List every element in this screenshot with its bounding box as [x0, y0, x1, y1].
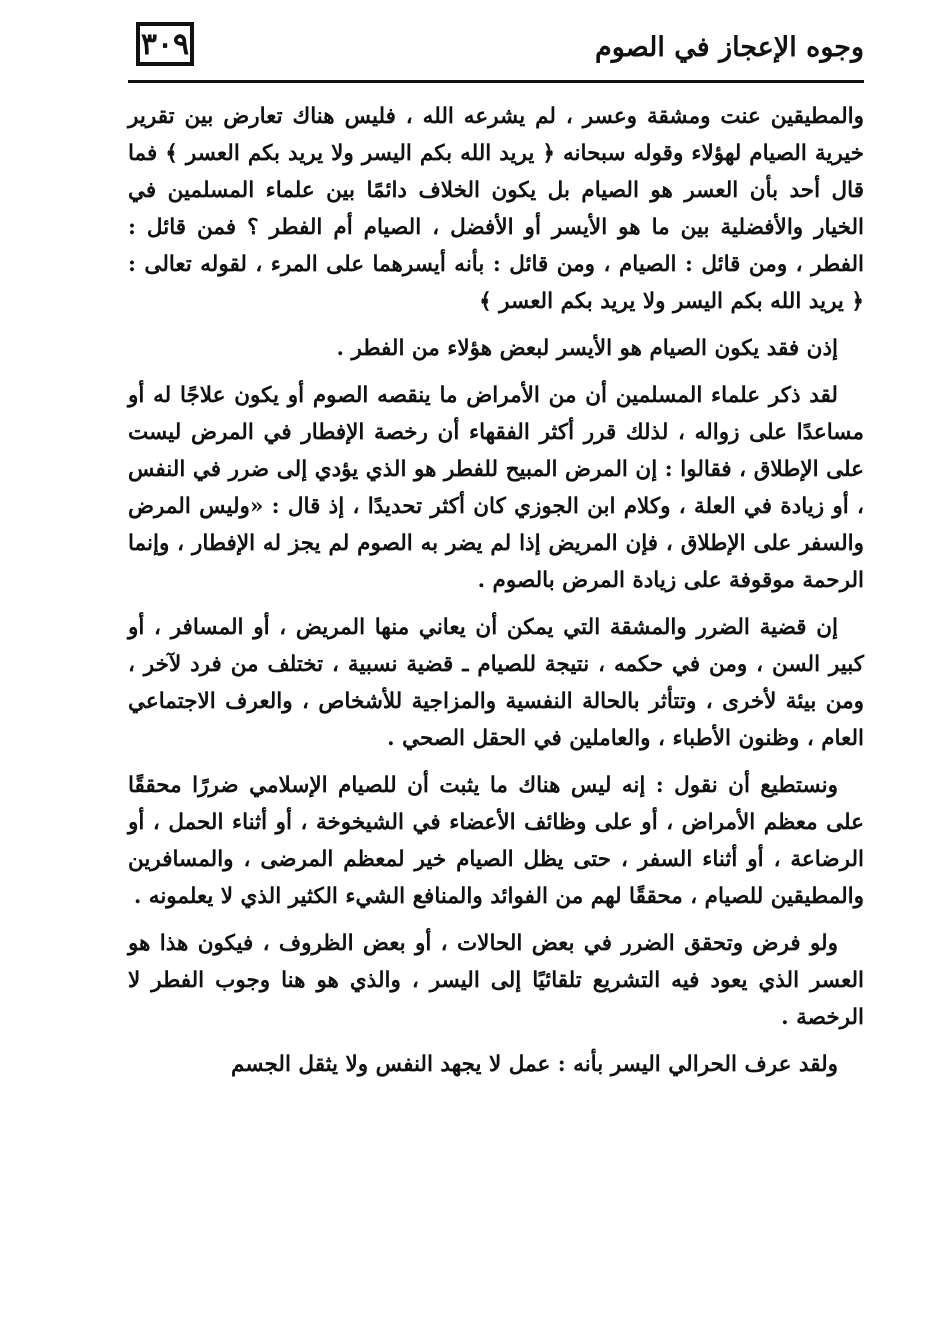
page-number: ٣٠٩ — [136, 22, 194, 66]
running-title: وجوه الإعجاز في الصوم — [595, 32, 864, 63]
paragraph-2: إذن فقد يكون الصيام هو الأيسر لبعض هؤلاء من الفطر . — [336, 336, 838, 361]
paragraph-6: ولو فرض وتحقق الضرر في بعض الحالات ، أو بعض الظروف ، فيكون هذا هو العسر الذي يعود فيه التشريع تلقائيًا إلى اليسر ، والذي هو هنا وجوب الفطر لا الرخصة . — [128, 931, 864, 1030]
paragraph-7: ولقد عرف الحرالي اليسر بأنه : عمل لا يجهد النفس ولا يثقل الجسم — [231, 1052, 838, 1077]
page-header — [128, 14, 864, 86]
body-text — [128, 98, 864, 1093]
paragraph-1: والمطيقين عنت ومشقة وعسر ، لم يشرعه الله ، فليس هناك تعارض بين تقرير خيرية الصيام لهؤلاء وقوله سبحانه ﴿ يريد الله بكم اليسر ولا يريد بكم العسر ﴾ فما قال أحد بأن العسر هو الصيام بل يكون الخلاف دائمًا بين علماء المسلمين في الخيار والأفضلية بين ما هو الأيسر أو الأفضل ، الصيام أم الفطر ؟ فمن قائل : الفطر ، ومن قائل : الصيام ، ومن قائل : بأنه أيسرهما على المرء ، لقوله تعالى : ﴿ يريد الله بكم اليسر ولا يريد بكم العسر ﴾ — [128, 104, 864, 314]
paragraph-5: ونستطيع أن نقول : إنه ليس هناك ما يثبت أن للصيام الإسلامي ضررًا محققًا على معظم الأمراض ، أو على وظائف الأعضاء في الشيخوخة ، أو أثناء الحمل ، أو الرضاعة ، أو أثناء السفر ، حتى يظل الصيام خير لمعظم المرضى ، والمسافرين والمطيقين للصيام ، محققًا لهم من الفوائد والمنافع الشيء الكثير الذي لا يعلمونه . — [128, 773, 864, 909]
paragraph-4: إن قضية الضرر والمشقة التي يمكن أن يعاني منها المريض ، أو المسافر ، أو كبير السن ، ومن في حكمه ، نتيجة للصيام ـ قضية نسبية ، تختلف من فرد لآخر ، ومن بيئة لأخرى ، وتتأثر بالحالة النفسية والمزاجية للأشخاص ، والعرف الاجتماعي العام ، وظنون الأطباء ، والعاملين في الحقل الصحي . — [128, 615, 864, 751]
paragraph-3: لقد ذكر علماء المسلمين أن من الأمراض ما ينقصه الصوم أو يكون علاجًا له أو مساعدًا على زواله ، لذلك قرر أكثر الفقهاء أن رخصة الإفطار في المرض ليست على الإطلاق ، فقالوا : إن المرض المبيح للفطر هو الذي يؤدي إلى ضرر في النفس ، أو زيادة في العلة ، وكلام ابن الجوزي كان أكثر تحديدًا ، إذ قال : «وليس المرض والسفر على الإطلاق ، فإن المريض إذا لم يضر به الصوم لم يجز له الإفطار ، وإنما الرحمة موقوفة على زيادة المرض بالصوم . — [128, 383, 864, 593]
header-rule — [128, 80, 864, 83]
